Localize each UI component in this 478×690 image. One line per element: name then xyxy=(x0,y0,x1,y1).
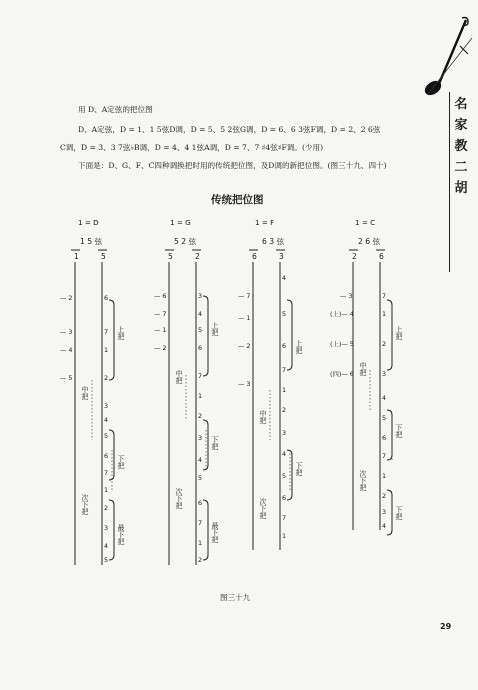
svg-text:4: 4 xyxy=(198,310,203,318)
svg-text:5: 5 xyxy=(198,326,203,334)
position-label-sub-lower: 次下把 xyxy=(259,498,267,519)
svg-text:— 3: — 3 xyxy=(340,292,353,300)
svg-text:4: 4 xyxy=(198,456,203,464)
svg-text:4: 4 xyxy=(282,450,287,458)
svg-text:4: 4 xyxy=(382,522,387,530)
paragraph-line: D、A定弦，D = 1、1 5弦D调，D = 5、5 2弦G调，D = 6、6 3弦F调，D = 2、2 6弦 xyxy=(78,125,381,134)
svg-text:6: 6 xyxy=(382,434,387,442)
position-label-lower: 下把 xyxy=(395,506,403,520)
chart-strings: 6 3 弦 xyxy=(262,237,285,246)
side-title-char: 教 xyxy=(454,139,468,154)
svg-text:6: 6 xyxy=(104,294,109,302)
svg-text:7: 7 xyxy=(382,452,387,460)
figure-caption: 图三十九 xyxy=(220,593,251,602)
position-label-upper: 上把 xyxy=(295,340,303,354)
svg-text:2: 2 xyxy=(104,504,109,512)
position-label-lower: 下把 xyxy=(295,462,303,476)
svg-text:3: 3 xyxy=(104,524,109,532)
svg-text:(上)— 5: (上)— 5 xyxy=(330,340,354,348)
svg-text:4: 4 xyxy=(104,542,109,550)
position-label-lowest: 最下把 xyxy=(211,522,219,543)
svg-text:4: 4 xyxy=(104,416,109,424)
paragraph-heading: 用 D、A定弦的把位图 xyxy=(78,105,153,114)
svg-text:— 6: — 6 xyxy=(154,292,167,300)
svg-text:3: 3 xyxy=(198,292,203,300)
svg-text:1: 1 xyxy=(382,310,387,318)
svg-text:2: 2 xyxy=(198,412,203,420)
svg-text:— 2: — 2 xyxy=(238,342,251,350)
svg-text:1: 1 xyxy=(198,392,203,400)
svg-text:6: 6 xyxy=(198,344,203,352)
svg-text:(四)— 6: (四)— 6 xyxy=(330,370,354,378)
svg-text:2: 2 xyxy=(282,406,287,414)
svg-text:3: 3 xyxy=(382,370,387,378)
position-label-lower: 下把 xyxy=(117,455,125,469)
svg-text:7: 7 xyxy=(282,366,287,374)
svg-text:5: 5 xyxy=(382,414,387,422)
svg-text:— 1: — 1 xyxy=(154,326,167,334)
svg-text:1: 1 xyxy=(104,486,109,494)
svg-text:3: 3 xyxy=(198,434,203,442)
page-number: 29 xyxy=(440,622,452,631)
paragraph-line: 下面是：D、G、F、C四种调换把时用的传统把位图，及D调的新把位图。(图三十九、四十) xyxy=(78,161,387,170)
svg-text:2: 2 xyxy=(198,556,203,564)
svg-text:7: 7 xyxy=(104,469,109,477)
open-string-note: 1 xyxy=(74,252,79,261)
chart-key: 1 = D xyxy=(78,218,99,227)
position-label-sub-lower: 次下把 xyxy=(359,470,367,491)
svg-text:3: 3 xyxy=(282,429,287,437)
open-string-note: 6 xyxy=(252,252,257,261)
position-label-lowest: 最下把 xyxy=(117,524,125,545)
svg-text:7: 7 xyxy=(198,372,203,380)
svg-text:1: 1 xyxy=(382,472,387,480)
svg-text:5: 5 xyxy=(282,310,287,318)
svg-text:— 3: — 3 xyxy=(60,328,73,336)
svg-text:6: 6 xyxy=(198,499,203,507)
svg-text:1: 1 xyxy=(104,346,109,354)
position-label-upper: 上把 xyxy=(395,326,403,340)
position-label-lower: 下把 xyxy=(395,424,403,438)
svg-text:2: 2 xyxy=(104,374,109,382)
open-string-note: 2 xyxy=(195,252,200,261)
svg-text:5: 5 xyxy=(104,432,109,440)
open-string-note: 5 xyxy=(168,252,173,261)
chart-key: 1 = F xyxy=(255,218,275,227)
svg-text:5: 5 xyxy=(104,556,109,564)
position-label-lower: 下把 xyxy=(211,436,219,450)
svg-text:1: 1 xyxy=(198,539,203,547)
side-title-char: 名 xyxy=(454,97,468,112)
svg-text:1: 1 xyxy=(282,386,287,394)
svg-text:4: 4 xyxy=(282,274,287,282)
position-label-middle: 中把 xyxy=(175,370,183,384)
side-title-char: 二 xyxy=(454,160,468,175)
open-string-note: 5 xyxy=(101,252,106,261)
svg-text:6: 6 xyxy=(282,494,287,502)
position-label-sub-lower: 次下把 xyxy=(81,494,89,515)
svg-text:2: 2 xyxy=(382,340,387,348)
svg-text:— 2: — 2 xyxy=(154,344,167,352)
position-label-middle: 中把 xyxy=(259,410,267,424)
position-label-sub-lower: 次下把 xyxy=(175,488,183,509)
svg-text:7: 7 xyxy=(104,328,109,336)
svg-text:— 1: — 1 xyxy=(238,314,251,322)
chart-key: 1 = C xyxy=(355,218,376,227)
svg-text:6: 6 xyxy=(104,452,109,460)
svg-text:— 4: — 4 xyxy=(60,346,73,354)
open-string-note: 2 xyxy=(352,252,357,261)
svg-text:5: 5 xyxy=(198,474,203,482)
side-title-char: 胡 xyxy=(454,181,468,196)
svg-text:7: 7 xyxy=(198,519,203,527)
open-string-note: 3 xyxy=(279,252,284,261)
svg-text:— 3: — 3 xyxy=(238,380,251,388)
side-title-char: 家 xyxy=(454,118,468,133)
position-label-upper: 上把 xyxy=(117,326,125,340)
position-label-middle: 中把 xyxy=(81,386,89,400)
svg-text:— 5: — 5 xyxy=(60,374,73,382)
open-string-note: 6 xyxy=(379,252,384,261)
position-label-middle: 中把 xyxy=(359,362,367,376)
svg-text:5: 5 xyxy=(282,472,287,480)
svg-text:6: 6 xyxy=(282,342,287,350)
svg-text:2: 2 xyxy=(382,492,387,500)
svg-text:4: 4 xyxy=(382,394,387,402)
chart-strings: 5 2 弦 xyxy=(174,237,197,246)
paragraph-line: C调，D = 3、3 7弦♭B调，D = 4、4 1弦A调，D = 7、7 ♯4弦♯F调。(少用) xyxy=(60,143,324,152)
svg-text:7: 7 xyxy=(382,292,387,300)
svg-text:— 7: — 7 xyxy=(238,292,251,300)
svg-text:7: 7 xyxy=(282,514,287,522)
chart-key: 1 = G xyxy=(170,218,191,227)
svg-text:(上)— 4: (上)— 4 xyxy=(330,310,354,318)
svg-text:3: 3 xyxy=(382,508,387,516)
svg-text:3: 3 xyxy=(104,402,109,410)
svg-text:1: 1 xyxy=(282,532,287,540)
figure-title: 传统把位图 xyxy=(211,194,264,206)
chart-strings: 1 5 弦 xyxy=(80,237,103,246)
svg-text:— 2: — 2 xyxy=(60,294,73,302)
position-label-upper: 上把 xyxy=(211,322,219,336)
svg-text:— 7: — 7 xyxy=(154,310,167,318)
chart-strings: 2 6 弦 xyxy=(358,237,381,246)
